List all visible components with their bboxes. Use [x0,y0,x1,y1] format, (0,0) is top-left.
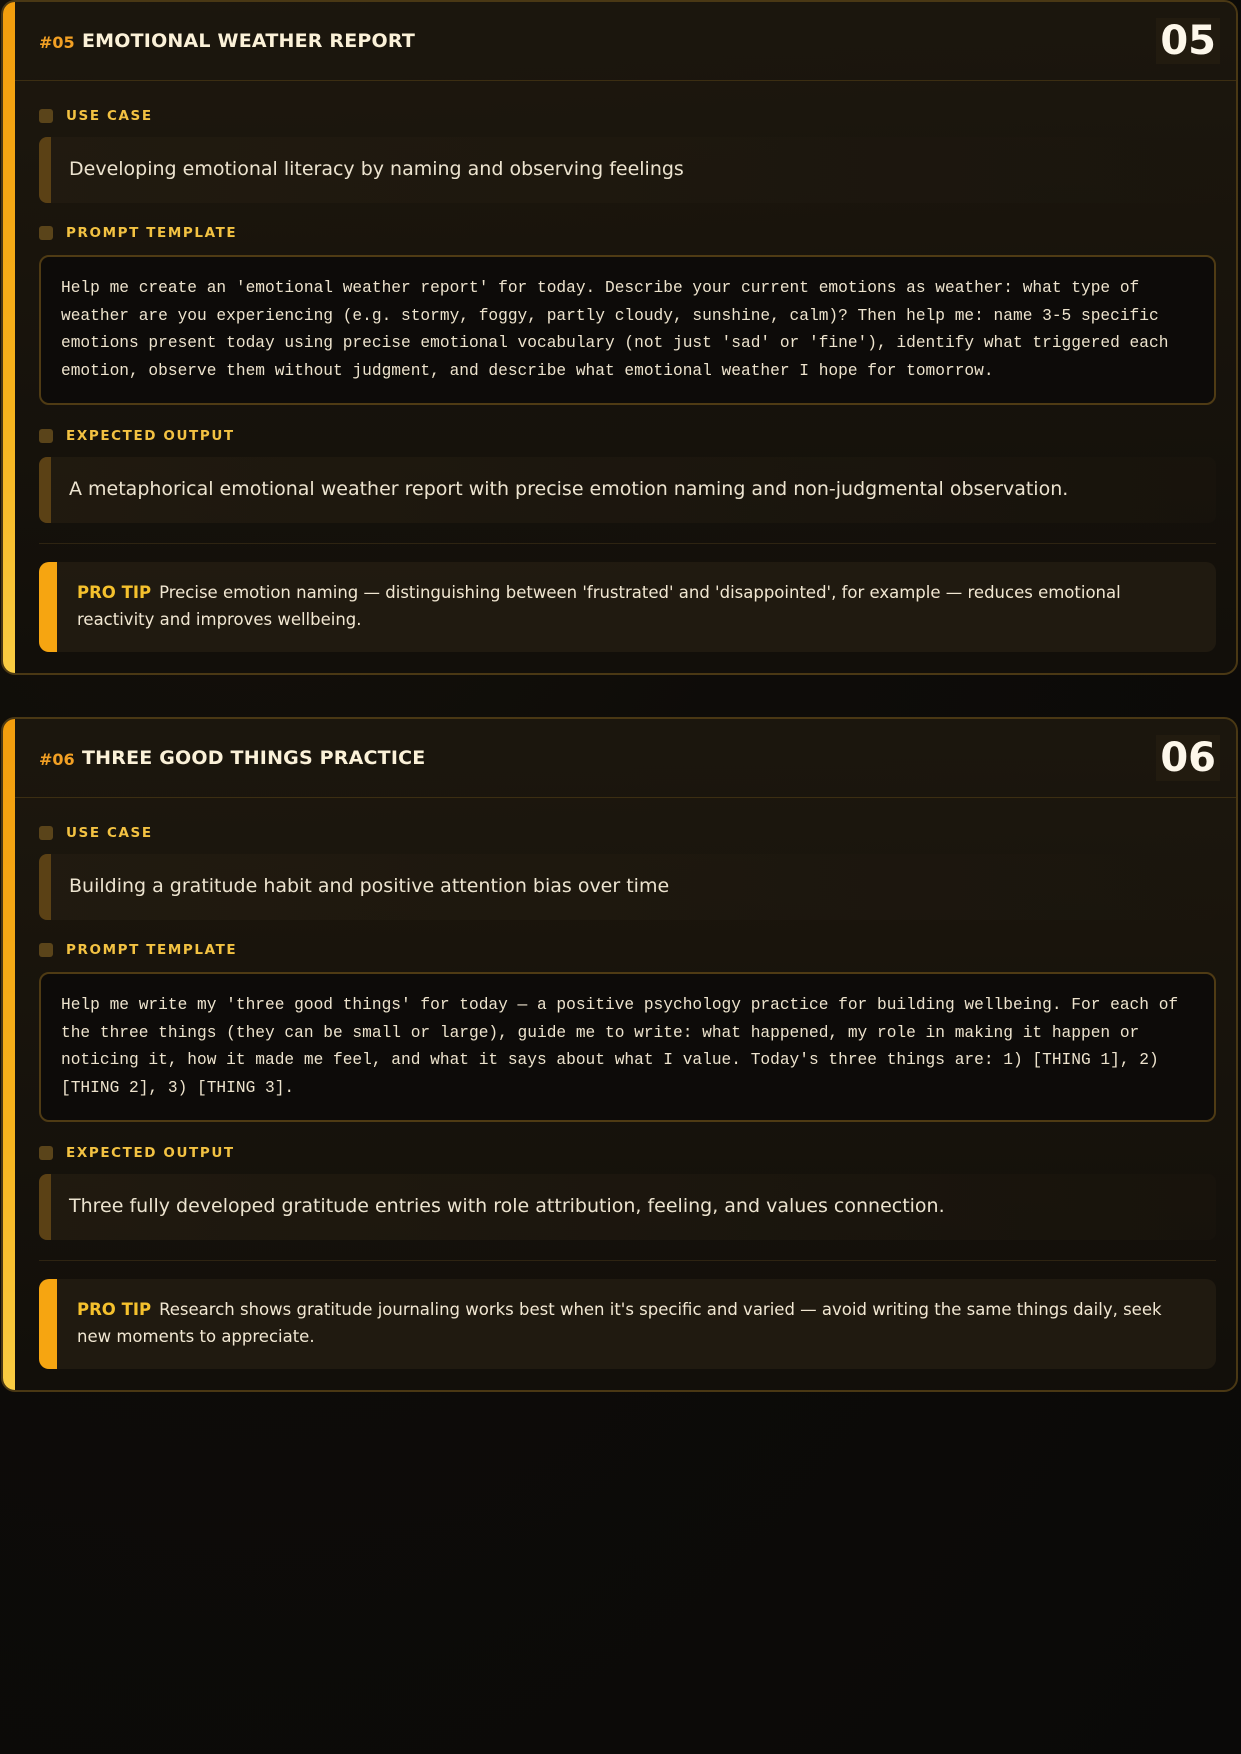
divider [39,543,1216,544]
block-accent-bar [39,457,51,523]
card-header [15,719,1236,798]
prompt-template-label-text: PROMPT TEMPLATE [66,942,238,958]
use-case-label-text: USE CASE [66,108,153,124]
block-accent-bar [39,854,51,920]
prompt-template-box[interactable] [39,972,1216,1122]
label-square-icon [39,826,53,840]
pro-tip-label: PRO TIP [77,1300,152,1319]
label-square-icon [39,109,53,123]
card-number: 05 [1156,18,1220,64]
expected-output-text: Three fully developed gratitude entries with role attribution, feeling, and values connection. [69,1195,945,1217]
expected-output-block [39,1174,1216,1240]
label-square-icon [39,429,53,443]
use-case-label-text: USE CASE [66,825,153,841]
expected-output-text: A metaphorical emotional weather report with precise emotion naming and non-judgmental observation. [69,478,1069,500]
card-accent-stripe [3,2,15,673]
card-number: 06 [1156,735,1220,781]
use-case-block [39,854,1216,920]
use-case-block [39,137,1216,203]
label-square-icon [39,226,53,240]
card-header [15,2,1236,81]
prompt-card [1,0,1238,675]
pro-tip-text-wrap [77,1297,1176,1350]
card-accent-stripe [3,719,15,1390]
prompt-template-text[interactable]: Help me create an 'emotional weather report' for today. Describe your current emotions as weather: what type of weather are you experiencing (e.g. stormy, foggy, partly cloudy, sunshine, calm)? Then help me: name 3-5 specific emotions present today using precise emotional vocabulary (not just 'sad' or 'fine'), identify what triggered each emotion, observe them without judgment, and describe what emotional weather I hope for tomorrow. [61,279,1169,380]
expected-output-block [39,457,1216,523]
block-accent-bar [39,137,51,203]
prompt-template-text[interactable]: Help me write my 'three good things' for today — a positive psychology practice for building wellbeing. For each of the three things (they can be small or large), guide me to write: what happened, my role in making it happen or noticing it, how it made me feel, and what it says about what I value. Today's three things are: 1) [THING 1], 2) [THING 2], 3) [THING 3]. [61,996,1179,1097]
use-case-text: Developing emotional literacy by naming and observing feelings [69,158,684,180]
expected-output-label-text: EXPECTED OUTPUT [66,428,235,444]
label-square-icon [39,1146,53,1160]
use-case-text: Building a gratitude habit and positive attention bias over time [69,875,670,897]
prompt-template-label-text: PROMPT TEMPLATE [66,225,238,241]
card-title: EMOTIONAL WEATHER REPORT [82,30,416,52]
label-square-icon [39,943,53,957]
prompt-card [1,717,1238,1392]
divider [39,1260,1216,1261]
pro-tip-accent-bar [39,562,57,652]
expected-output-label-text: EXPECTED OUTPUT [66,1145,235,1161]
card-title: THREE GOOD THINGS PRACTICE [82,747,426,769]
pro-tip-text-wrap [77,580,1176,633]
pro-tip-box [39,562,1216,652]
block-accent-bar [39,1174,51,1240]
prompt-template-box[interactable] [39,255,1216,405]
pro-tip-text: Research shows gratitude journaling works best when it's specific and varied — avoid writing the same things daily, seek new moments to appreciate. [77,1300,1162,1346]
pro-tip-accent-bar [39,1279,57,1369]
card-tag: #06 [39,750,75,769]
card-tag: #05 [39,33,75,52]
pro-tip-box [39,1279,1216,1369]
pro-tip-label: PRO TIP [77,583,152,602]
pro-tip-text: Precise emotion naming — distinguishing between 'frustrated' and 'disappointed', for example — reduces emotional reactivity and improves wellbeing. [77,583,1121,629]
